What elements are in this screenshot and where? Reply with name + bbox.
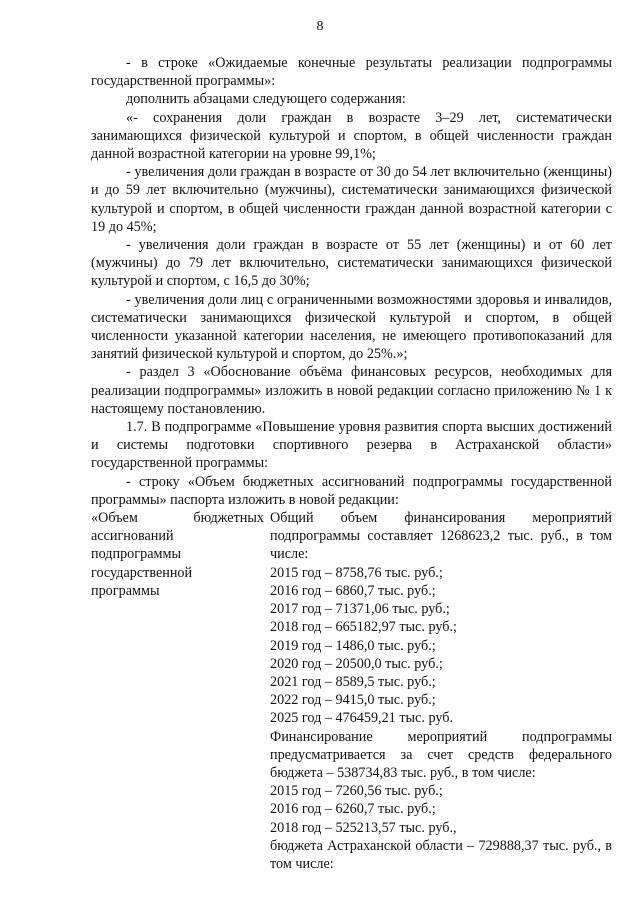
year-total-row: 2021 год – 8589,5 тыс. руб.; (270, 673, 436, 690)
year-total-row: 2015 год – 8758,76 тыс. руб.; (270, 564, 443, 581)
year-total-row: 2017 год – 71371,06 тыс. руб.; (270, 601, 450, 618)
paragraph: дополнить абзацами следующего содержания: (126, 91, 406, 108)
page-number: 8 (316, 19, 324, 34)
year-total-row: 2022 год – 9415,0 тыс. руб.; (270, 692, 436, 709)
federal-financing: Финансирование мероприятий подпрограммы предусматривается за счет средств федерального бюджета – 538734,83 тыс. руб., в том числе: (270, 728, 612, 781)
year-federal-row: 2018 год – 525213,57 тыс. руб., (270, 819, 457, 836)
budget-table-label: «Объем бюджетных ассигнований подпрограммы государственной программы (91, 510, 264, 599)
regional-financing: бюджета Астраханской области – 729888,37 тыс. руб., в том числе: (270, 837, 612, 872)
total-financing: Общий объем финансирования мероприятий подпрограммы составляет 1268623,2 тыс. руб., в том числе: (270, 510, 612, 563)
year-total-row: 2025 год – 476459,21 тыс. руб. (270, 710, 454, 727)
document-body (91, 54, 612, 873)
paragraph: - увеличения доли граждан в возрасте от 30 до 54 лет включительно (женщины) и до 59 лет включительно (мужчины), систематически занимающихся физической культурой и спортом, в общей численности граждан данной возрастной категории с 19 до 45%; (91, 164, 612, 235)
paragraph: - строку «Объем бюджетных ассигнований подпрограммы государственной программы» паспорта изложить в новой редакции: (91, 473, 612, 508)
paragraph: - в строке «Ожидаемые конечные результаты реализации подпрограммы государственной программы»: (91, 55, 612, 90)
paragraph: «- сохранения доли граждан в возрасте 3–29 лет, систематически занимающихся физической культурой и спортом, в общей численности граждан данной возрастной категории на уровне 99,1%; (91, 109, 612, 163)
paragraph: - раздел 3 «Обоснование объёма финансовых ресурсов, необходимых для реализации подпрограммы» изложить в новой редакции согласно приложению № 1 к настоящему постановлению. (91, 364, 612, 417)
paragraph: - увеличения доли лиц с ограниченными возможностями здоровья и инвалидов, систематически занимающихся физической культурой и спортом, в общей численности указанной категории населения, не имеющего противопоказаний для занятий физической культурой и спортом, до 25%.»; (91, 291, 612, 363)
paragraph: - увеличения доли граждан в возрасте от 55 лет (женщины) и от 60 лет (мужчины) до 79 лет включительно, систематически занимающихся физической культурой и спортом, с 16,5 до 30%; (91, 237, 612, 290)
paragraph: 1.7. В подпрограмме «Повышение уровня развития спорта высших достижений и системы подготовки спортивного резерва в Астраханской области» государственной программы: (91, 419, 612, 472)
year-total-row: 2019 год – 1486,0 тыс. руб.; (270, 637, 436, 654)
year-federal-row: 2015 год – 7260,56 тыс. руб.; (270, 783, 443, 800)
year-total-row: 2016 год – 6860,7 тыс. руб.; (270, 582, 436, 599)
budget-table (91, 509, 612, 873)
year-federal-row: 2016 год – 6260,7 тыс. руб.; (270, 801, 436, 818)
year-total-row: 2020 год – 20500,0 тыс. руб.; (270, 655, 443, 672)
budget-table-values (270, 509, 612, 873)
year-total-row: 2018 год – 665182,97 тыс. руб.; (270, 619, 457, 636)
